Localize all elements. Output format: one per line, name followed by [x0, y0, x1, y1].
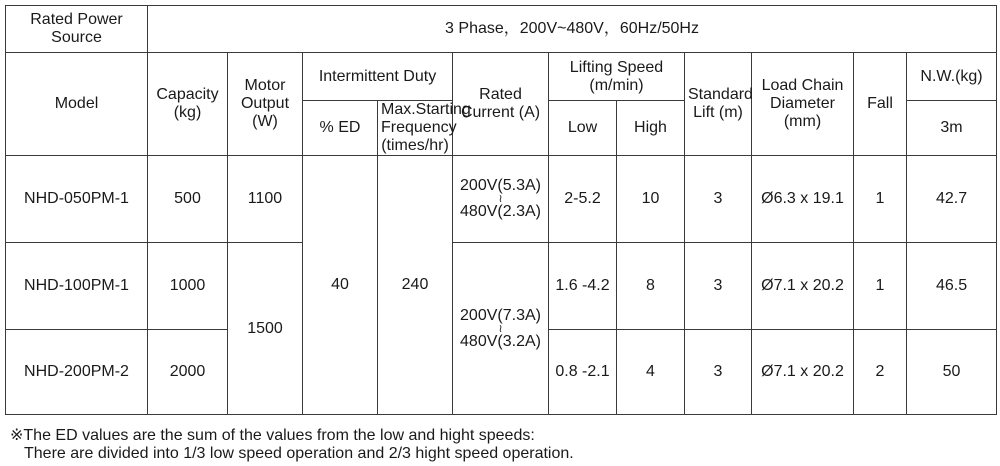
- footnote-line-2: There are divided into 1/3 low speed operation and 2/3 hight speed operation.: [24, 445, 574, 462]
- header-intermittent-duty: Intermittent Duty: [303, 53, 453, 101]
- header-net-weight-length: 3m: [907, 101, 997, 156]
- header-motor-output: Motor Output (W): [228, 53, 303, 156]
- current-range-top: 200V(7.3A): [460, 306, 541, 324]
- header-fall: Fall: [854, 53, 907, 156]
- motor-output-cell: 1500: [228, 243, 303, 415]
- standard-lift-cell: 3: [685, 243, 752, 330]
- rated-current-cell: [453, 243, 549, 415]
- low-speed-cell: 2-5.2: [549, 156, 617, 243]
- header-net-weight: N.W.(kg): [907, 53, 997, 101]
- net-weight-cell: 42.7: [907, 156, 997, 243]
- net-weight-cell: 50: [907, 330, 997, 415]
- standard-lift-cell: 3: [685, 330, 752, 415]
- high-speed-cell: 10: [617, 156, 685, 243]
- header-row-1: [6, 53, 997, 101]
- header-standard-lift: Standard Lift (m): [685, 53, 752, 156]
- footnote: [10, 427, 995, 463]
- current-range-bottom: 480V(2.3A): [460, 203, 541, 220]
- model-cell: NHD-100PM-1: [6, 243, 148, 330]
- header-max-starting: Max.Starting Frequency (times/hr): [378, 101, 453, 156]
- capacity-cell: 500: [148, 156, 228, 243]
- high-speed-cell: 4: [617, 330, 685, 415]
- ed-cell: 40: [303, 156, 378, 415]
- capacity-cell: 2000: [148, 330, 228, 415]
- table-row: [6, 243, 997, 330]
- max-starting-cell: 240: [378, 156, 453, 415]
- header-rated-current: Rated Current (A): [453, 53, 549, 156]
- header-ed: % ED: [303, 101, 378, 156]
- fall-cell: 1: [854, 156, 907, 243]
- power-source-value: 3 Phase，200V~480V，60Hz/50Hz: [148, 6, 997, 53]
- header-capacity: Capacity (kg): [148, 53, 228, 156]
- header-lifting-speed: Lifting Speed (m/min): [549, 53, 685, 101]
- current-range-top: 200V(5.3A): [460, 177, 541, 194]
- power-row: [6, 6, 997, 53]
- load-chain-cell: Ø7.1 x 20.2: [752, 243, 854, 330]
- header-low: Low: [549, 101, 617, 156]
- capacity-cell: 1000: [148, 243, 228, 330]
- standard-lift-cell: 3: [685, 156, 752, 243]
- header-model: Model: [6, 53, 148, 156]
- fall-cell: 2: [854, 330, 907, 415]
- power-source-label: Rated Power Source: [6, 6, 148, 53]
- load-chain-cell: Ø7.1 x 20.2: [752, 330, 854, 415]
- range-tilde: ≀: [498, 322, 503, 335]
- low-speed-cell: 1.6 -4.2: [549, 243, 617, 330]
- rated-current-cell: [453, 156, 549, 243]
- spec-table: [5, 5, 997, 415]
- current-range-bottom: 480V(3.2A): [460, 332, 541, 350]
- high-speed-cell: 8: [617, 243, 685, 330]
- fall-cell: 1: [854, 243, 907, 330]
- low-speed-cell: 0.8 -2.1: [549, 330, 617, 415]
- model-cell: NHD-200PM-2: [6, 330, 148, 415]
- table-row: [6, 156, 997, 243]
- range-tilde: ≀: [498, 193, 503, 205]
- motor-output-cell: 1100: [228, 156, 303, 243]
- header-high: High: [617, 101, 685, 156]
- load-chain-cell: Ø6.3 x 19.1: [752, 156, 854, 243]
- net-weight-cell: 46.5: [907, 243, 997, 330]
- model-cell: NHD-050PM-1: [6, 156, 148, 243]
- footnote-line-1: ※The ED values are the sum of the values from the low and hight speeds:: [10, 427, 535, 444]
- header-load-chain: Load Chain Diameter (mm): [752, 53, 854, 156]
